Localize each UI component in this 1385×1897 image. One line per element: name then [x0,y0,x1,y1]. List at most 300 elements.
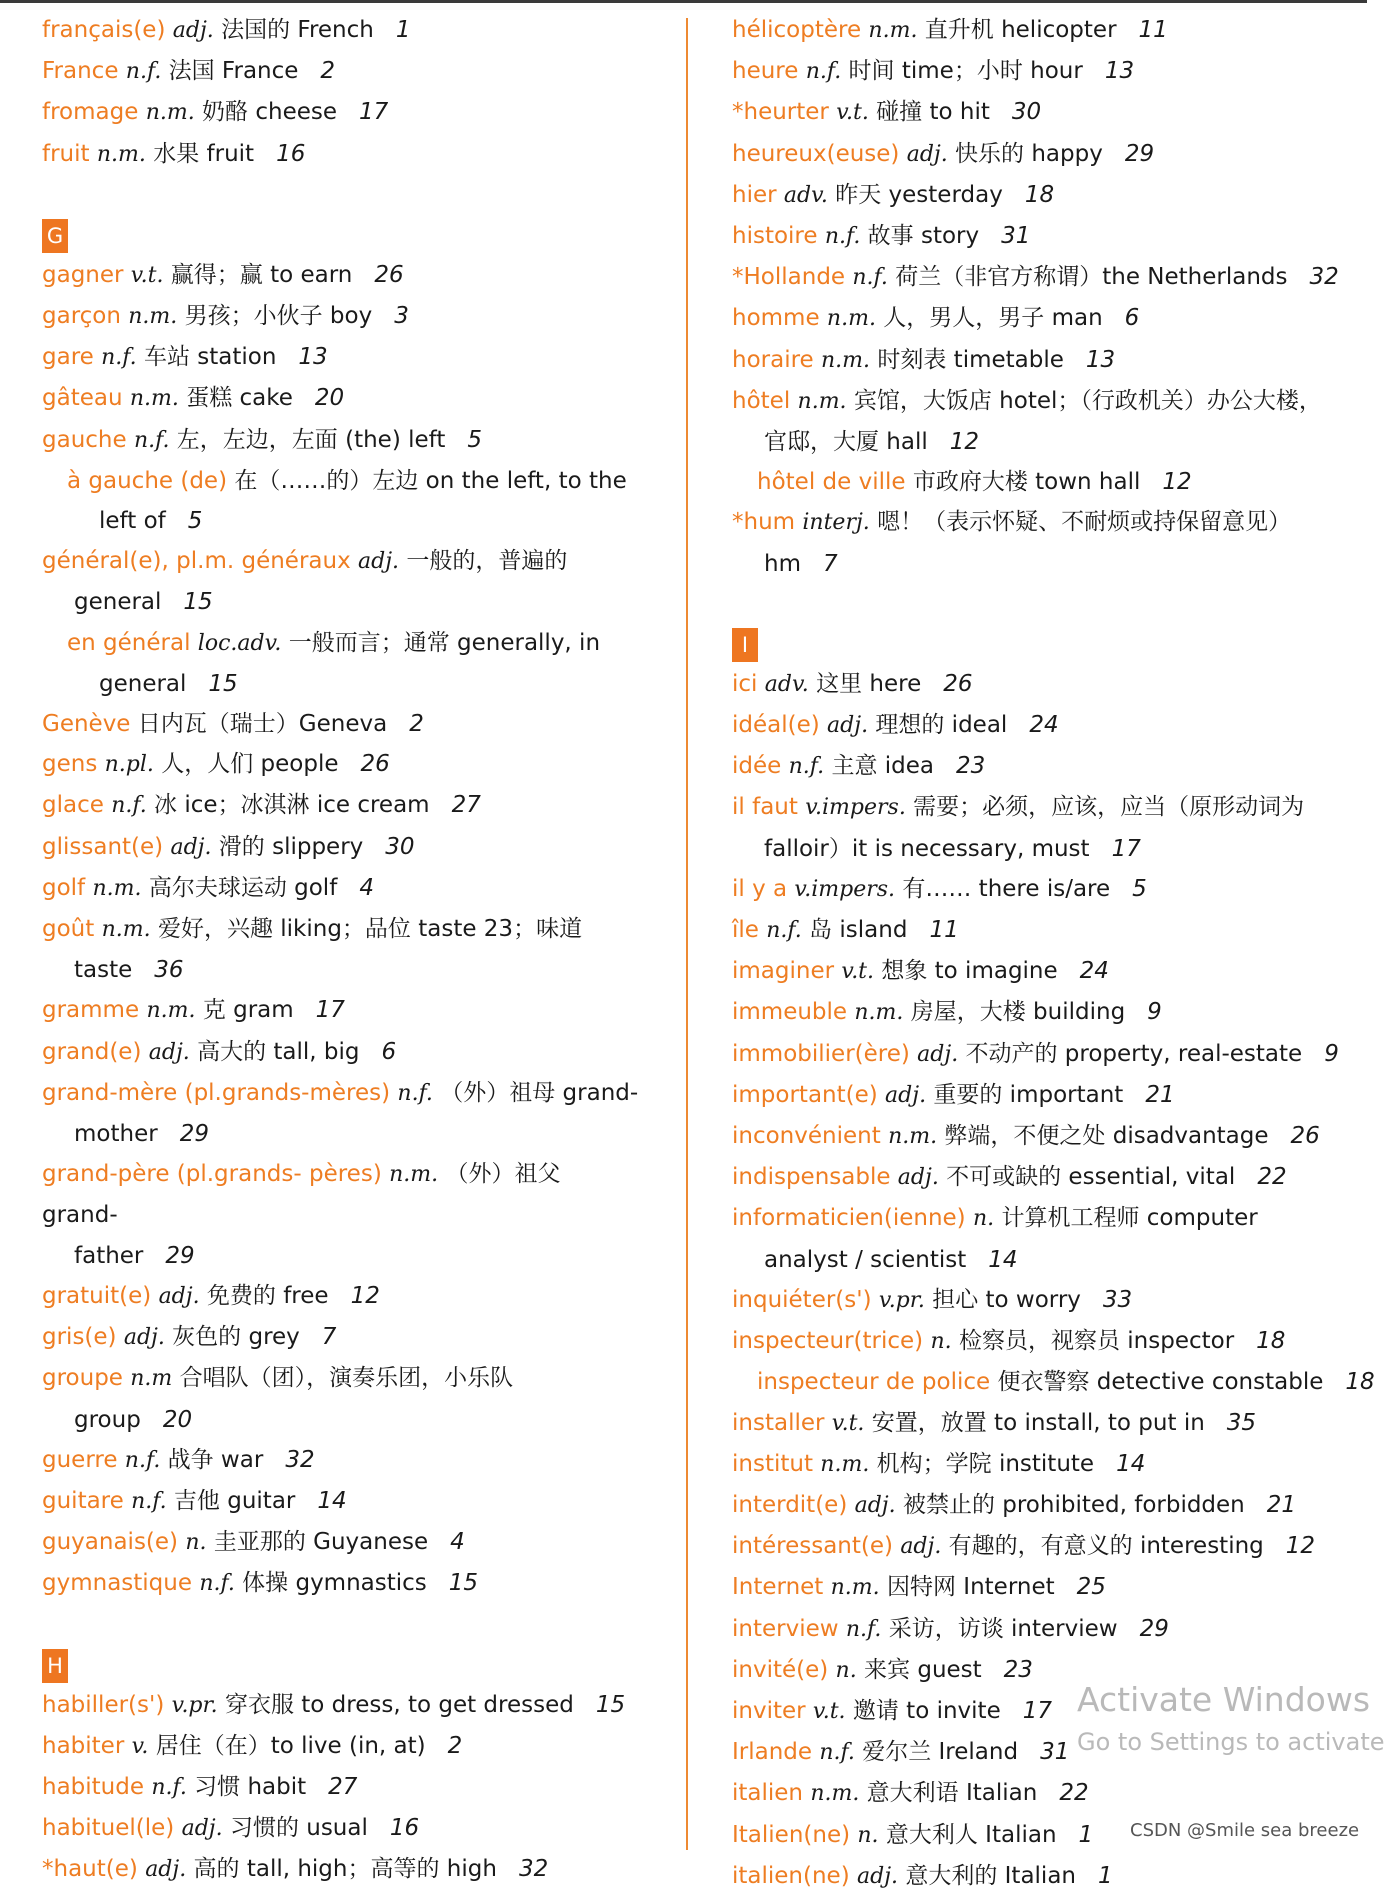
definition-continued-text: general [74,589,162,616]
dictionary-entry [42,990,642,1031]
lesson-number: 29 [179,1121,209,1148]
definition: 爱好，兴趣 liking；品位 taste 23；味道 [157,916,583,943]
headword: hôtel [732,387,791,414]
lesson-number: 12 [1162,469,1192,496]
lesson-number: 1 [395,17,411,43]
lesson-number: 18 [1345,1369,1375,1396]
definition: 弊端，不便之处 disadvantage [944,1123,1269,1150]
part-of-speech: adj. [854,1492,896,1518]
dictionary-entry [42,10,642,51]
headword: idéal(e) [732,712,820,739]
definition-continued [42,1400,642,1440]
part-of-speech: v.pr. [878,1287,925,1313]
definition: 故事 story [867,223,980,250]
lesson-number: 29 [1139,1615,1169,1642]
definition-continued [42,1236,642,1276]
definition-continued-text: taste [74,957,133,984]
lesson-number: 13 [298,344,328,371]
dictionary-entry [732,298,1342,339]
lesson-number: 35 [1226,1409,1257,1436]
headword: inviter [732,1697,806,1724]
definition: 赢得；赢 to earn [170,261,353,288]
lesson-number: 14 [988,1246,1018,1273]
part-of-speech: n.pl. [104,752,154,778]
headword: Internet [732,1574,824,1601]
definition: 嗯！（表示怀疑、不耐烦或持保留意见） [877,509,1292,536]
definition: 法国的 French [221,17,374,43]
part-of-speech: adj. [900,1534,942,1560]
headword: inconvénient [732,1123,881,1150]
part-of-speech: adj. [158,1283,200,1309]
definition: 快乐的 happy [955,140,1103,167]
lesson-number: 20 [162,1406,193,1433]
definition-continued-text: 官邸，大厦 hall [764,429,928,456]
lesson-number: 4 [450,1529,465,1556]
definition-continued [732,829,1342,869]
definition: （外）祖父 grand- [42,1161,561,1229]
dictionary-entry [732,746,1342,787]
part-of-speech: n.f. [852,265,888,291]
definition: 人，男人，男子 man [883,305,1103,332]
dictionary-entry [42,868,642,909]
dictionary-entry [42,827,642,868]
part-of-speech: adj. [827,713,869,739]
letter-section [42,1645,642,1685]
definition: 主意 idea [831,753,934,780]
lesson-number: 17 [315,997,345,1024]
definition-continued [732,544,1342,584]
headword: heure [732,58,799,85]
definition: （外）祖母 grand- [440,1079,639,1106]
lesson-number: 15 [208,670,238,697]
dictionary-entry [732,1856,1342,1897]
lesson-number: 32 [518,1856,549,1883]
definition-continued-text: falloir）it is necessary, must [764,835,1090,862]
part-of-speech: n.m. [821,347,871,373]
definition: 宾馆，大饭店 hotel；（行政机关）办公大楼， [853,387,1322,414]
definition-continued-text: group [74,1406,141,1433]
definition: 直升机 helicopter [924,17,1117,43]
headword: gare [42,344,94,371]
headword: gymnastique [42,1570,193,1597]
lesson-number: 24 [1079,958,1109,985]
definition: 习惯 habit [194,1773,307,1800]
dictionary-entry [42,1276,642,1317]
watermark-subtitle: Go to Settings to activate [1077,1728,1385,1756]
dictionary-entry [732,1280,1342,1321]
headword: guyanais(e) [42,1529,179,1556]
definition: 高的 tall, high；高等的 high [193,1856,497,1883]
right-column [732,10,1375,1897]
part-of-speech: adv. [764,671,809,697]
dictionary-entry [732,175,1342,216]
dictionary-entry [42,420,642,461]
part-of-speech: adj. [181,1816,223,1842]
definition: 不动产的 property, real-estate [965,1040,1303,1067]
headword: immeuble [732,999,848,1026]
lesson-number: 3 [394,303,409,330]
definition: 需要；必须，应该，应当（原形动词为 [913,794,1305,821]
lesson-number: 36 [154,957,184,984]
definition: 想象 to imagine [881,958,1058,985]
lesson-number: 31 [1040,1739,1070,1766]
headword: installer [732,1409,825,1436]
dictionary-entry [732,1526,1342,1567]
part-of-speech: n.m [130,1366,173,1392]
definition: 意大利语 Italian [866,1780,1038,1807]
dictionary-entry [42,1154,642,1276]
dictionary-entry [732,134,1342,175]
part-of-speech: n.f. [824,224,861,250]
lesson-number: 1 [1078,1821,1094,1848]
definition: 圭亚那的 Guyanese [213,1529,429,1556]
lesson-number: 13 [1104,58,1135,85]
headword: informaticien(ienne) [732,1205,966,1232]
headword: groupe [42,1365,123,1392]
definition: 战争 war [167,1446,264,1473]
definition: 高大的 tall, big [197,1038,360,1065]
lesson-number: 29 [1124,140,1155,167]
headword: gauche [42,426,127,453]
definition: 爱尔兰 Ireland [862,1739,1019,1766]
part-of-speech: n.m. [810,1781,860,1807]
definition-continued-text: father [74,1242,144,1269]
headword: *heurter [732,99,829,126]
part-of-speech: n.m. [826,306,876,332]
dictionary-entry [42,541,642,622]
lesson-number: 26 [360,751,390,778]
headword: hier [732,181,777,208]
lesson-number: 15 [595,1691,626,1718]
headword: inspecteur de police [757,1369,991,1396]
lesson-number: 21 [1145,1081,1175,1108]
dictionary-entry [42,255,642,296]
definition: 重要的 important [933,1081,1124,1108]
headword: important(e) [732,1081,878,1108]
headword: île [732,917,759,944]
lesson-number: 26 [943,670,973,697]
dictionary-entry [42,1522,642,1563]
dictionary-entry [732,951,1342,992]
headword: idée [732,753,782,780]
dictionary-entry [42,461,642,541]
headword: grand-père (pl.grands- pères) [42,1161,382,1188]
part-of-speech: v.t. [841,959,875,985]
dictionary-entry [42,1726,642,1767]
dictionary-entry [42,785,642,826]
headword: grand-mère (pl.grands-mères) [42,1079,391,1106]
part-of-speech: n.m. [92,875,142,901]
definition: 因特网 Internet [886,1574,1055,1601]
letter-section [42,215,642,255]
definition: 邀请 to invite [852,1697,1001,1724]
lesson-number: 5 [187,508,203,535]
dictionary-entry [732,664,1342,705]
lesson-number: 11 [1138,17,1168,43]
lesson-number: 15 [448,1570,479,1597]
definition: 左，左边，左面 (the) left [176,426,446,453]
headword: imaginer [732,958,835,985]
lesson-number: 14 [317,1487,347,1514]
headword: à gauche (de) [67,467,228,494]
definition: 男孩；小伙子 boy [184,303,373,330]
headword: horaire [732,346,814,373]
part-of-speech: n.m. [146,998,196,1024]
part-of-speech: n.f. [125,59,162,85]
lesson-number: 26 [374,261,404,288]
lesson-number: 17 [1111,835,1141,862]
lesson-number: 11 [929,917,959,944]
lesson-number: 29 [165,1242,195,1269]
definition: 担心 to worry [932,1286,1081,1313]
headword: fruit [42,140,90,167]
part-of-speech: adj. [885,1082,927,1108]
part-of-speech: n.m. [868,18,918,43]
dictionary-entry [732,10,1342,51]
definition: 市政府大楼 town hall [912,469,1141,496]
part-of-speech: adv. [783,182,828,208]
dictionary-entry [732,502,1342,583]
lesson-number: 12 [949,429,980,456]
headword: habituel(le) [42,1815,175,1842]
source-credit: CSDN @Smile sea breeze [1130,1820,1360,1841]
headword: inspecteur(trice) [732,1328,924,1355]
part-of-speech: n.f. [111,793,147,819]
column-divider [686,18,688,1850]
dictionary-entry [732,1075,1342,1116]
dictionary-entry [42,92,642,133]
part-of-speech: n.f. [133,427,170,453]
part-of-speech: adj. [123,1325,165,1351]
definition-continued [732,422,1342,462]
lesson-number: 2 [447,1732,463,1759]
dictionary-entry [732,869,1342,910]
headword: français(e) [42,17,166,43]
definition-continued [42,950,642,990]
part-of-speech: adj. [170,834,212,860]
dictionary-entry [732,992,1342,1033]
headword: en général [67,629,191,656]
headword: gâteau [42,385,123,412]
headword: grand(e) [42,1038,142,1065]
dictionary-entry [732,1198,1342,1279]
dictionary-entry [42,1481,642,1522]
dictionary-entry [732,381,1342,462]
definition: 意大利的 Italian [905,1862,1076,1889]
definition-continued [67,664,642,704]
definition: 房屋，大楼 building [910,999,1126,1026]
definition: 检察员，视察员 inspector [958,1328,1235,1355]
headword: guitare [42,1487,124,1514]
definition: 人，人们 people [161,751,339,778]
lesson-number: 32 [285,1446,315,1473]
lesson-number: 23 [955,753,986,780]
letter-section [732,624,1342,664]
part-of-speech: n. [835,1657,857,1683]
headword: habiter [42,1732,125,1759]
definition: 时刻表 timetable [877,346,1064,373]
headword: italien [732,1780,804,1807]
definition: 机构；学院 institute [876,1450,1095,1477]
letter-heading: G [42,219,68,253]
dictionary-entry [42,134,642,175]
dictionary-entry [732,1485,1342,1526]
dictionary-entry [42,1073,642,1154]
dictionary-entry [42,744,642,785]
definition-continued-text: left of [99,508,166,535]
definition: 车站 station [143,344,277,371]
lesson-number: 12 [350,1282,380,1309]
letter-heading: H [42,1649,68,1683]
definition: 居住（在）to live (in, at) [155,1732,426,1759]
definition: 冰 ice；冰淇淋 ice cream [154,792,430,819]
lesson-number: 6 [381,1038,397,1065]
lesson-number: 30 [1011,99,1042,126]
lesson-number: 16 [276,140,306,167]
dictionary-entry [42,1767,642,1808]
definition: 意大利人 Italian [885,1821,1057,1848]
definition: 计算机工程师 computer [1001,1205,1258,1232]
dictionary-entry [732,1773,1342,1814]
part-of-speech: n.m. [129,386,179,412]
lesson-number: 9 [1324,1040,1339,1067]
definition: 便衣警察 detective constable [997,1369,1324,1396]
definition: 岛 island [809,917,908,944]
definition: 昨天 yesterday [835,181,1003,208]
headword: *hum [732,509,796,536]
lesson-number: 31 [1001,223,1031,250]
dictionary-entry [732,51,1342,92]
dictionary-entry [42,623,642,704]
headword: glace [42,792,104,819]
headword: histoire [732,223,818,250]
headword: il y a [732,875,788,902]
lesson-number: 15 [183,589,213,616]
lesson-number: 22 [1257,1164,1287,1191]
part-of-speech: n. [930,1329,952,1355]
dictionary-entry [42,378,642,419]
part-of-speech: adj. [172,18,214,43]
dictionary-entry [732,1321,1342,1362]
headword: homme [732,305,820,332]
headword: *Hollande [732,264,846,291]
lesson-number: 26 [1290,1123,1320,1150]
part-of-speech: v. [131,1733,149,1759]
part-of-speech: n.f. [151,1774,187,1800]
part-of-speech: n.m. [128,304,178,330]
headword: glissant(e) [42,833,164,860]
definition: 体操 gymnastics [242,1570,427,1597]
definition: 免费的 free [206,1282,329,1309]
part-of-speech: n.f. [397,1080,433,1106]
section-gap [42,1605,642,1645]
definition: 一般而言；通常 generally, in [288,629,601,656]
headword: inquiéter(s') [732,1286,872,1313]
headword: général(e), pl.m. généraux [42,548,351,575]
lesson-number: 5 [1132,875,1147,902]
headword: gratuit(e) [42,1282,152,1309]
part-of-speech: n.m. [830,1575,880,1601]
part-of-speech: n.f. [805,59,842,85]
headword: Genève [42,711,131,738]
part-of-speech: adj. [358,549,400,575]
headword: institut [732,1450,813,1477]
definition-continued-text: general [99,670,187,697]
watermark-title: Activate Windows [1077,1680,1371,1719]
headword: immobilier(ère) [732,1040,910,1067]
headword: gens [42,751,98,778]
definition-continued [42,1114,642,1154]
dictionary-entry [732,1157,1342,1198]
definition-continued-text: hm [764,550,801,577]
lesson-number: 24 [1029,712,1059,739]
part-of-speech: n.f. [131,1488,167,1514]
headword: France [42,58,119,85]
part-of-speech: n.m. [101,917,151,943]
headword: intéressant(e) [732,1533,893,1560]
lesson-number: 7 [321,1324,337,1351]
headword: italien(ne) [732,1862,850,1889]
lesson-number: 6 [1124,305,1140,332]
lesson-number: 17 [359,99,389,126]
part-of-speech: adj. [857,1863,899,1889]
part-of-speech: v.t. [130,262,164,288]
part-of-speech: n. [185,1530,207,1556]
part-of-speech: n.m. [854,1000,904,1026]
part-of-speech: v.t. [831,1410,865,1436]
definition: 有…… there is/are [902,875,1111,902]
lesson-number: 30 [385,833,415,860]
part-of-speech: adj. [148,1039,190,1065]
dictionary-entry [42,1563,642,1604]
headword: interdit(e) [732,1491,848,1518]
headword: hélicoptère [732,17,862,43]
dictionary-entry [732,1403,1342,1444]
definition: 来宾 guest [864,1656,982,1683]
dictionary-entry [732,1116,1342,1157]
dictionary-entry [42,704,642,744]
part-of-speech: n.m. [145,100,195,126]
lesson-number: 7 [822,550,838,577]
left-column [42,10,642,1891]
dictionary-entry [732,257,1342,298]
definition: 水果 fruit [153,140,255,167]
dictionary-entry [42,1685,642,1726]
dictionary-entry [42,1317,642,1358]
dictionary-entry [42,1440,642,1481]
lesson-number: 2 [409,711,424,738]
headword: habiller(s') [42,1691,165,1718]
dictionary-entry [42,51,642,92]
part-of-speech: n.m. [888,1124,938,1150]
part-of-speech: v.t. [812,1698,846,1724]
definition: 不可或缺的 essential, vital [946,1164,1236,1191]
dictionary-entry [732,1034,1342,1075]
definition: 有趣的，有意义的 interesting [948,1533,1264,1560]
definition: 高尔夫球运动 golf [148,874,338,901]
dictionary-entry [732,910,1342,951]
lesson-number: 25 [1076,1574,1106,1601]
part-of-speech: n. [857,1822,879,1848]
lesson-number: 13 [1085,346,1116,373]
part-of-speech: v.impers. [794,876,896,902]
headword: gramme [42,997,140,1024]
lesson-number: 33 [1102,1286,1133,1313]
definition-continued [42,582,642,622]
lesson-number: 12 [1285,1533,1316,1560]
definition: 灰色的 grey [172,1324,300,1351]
part-of-speech: n.f. [766,918,802,944]
